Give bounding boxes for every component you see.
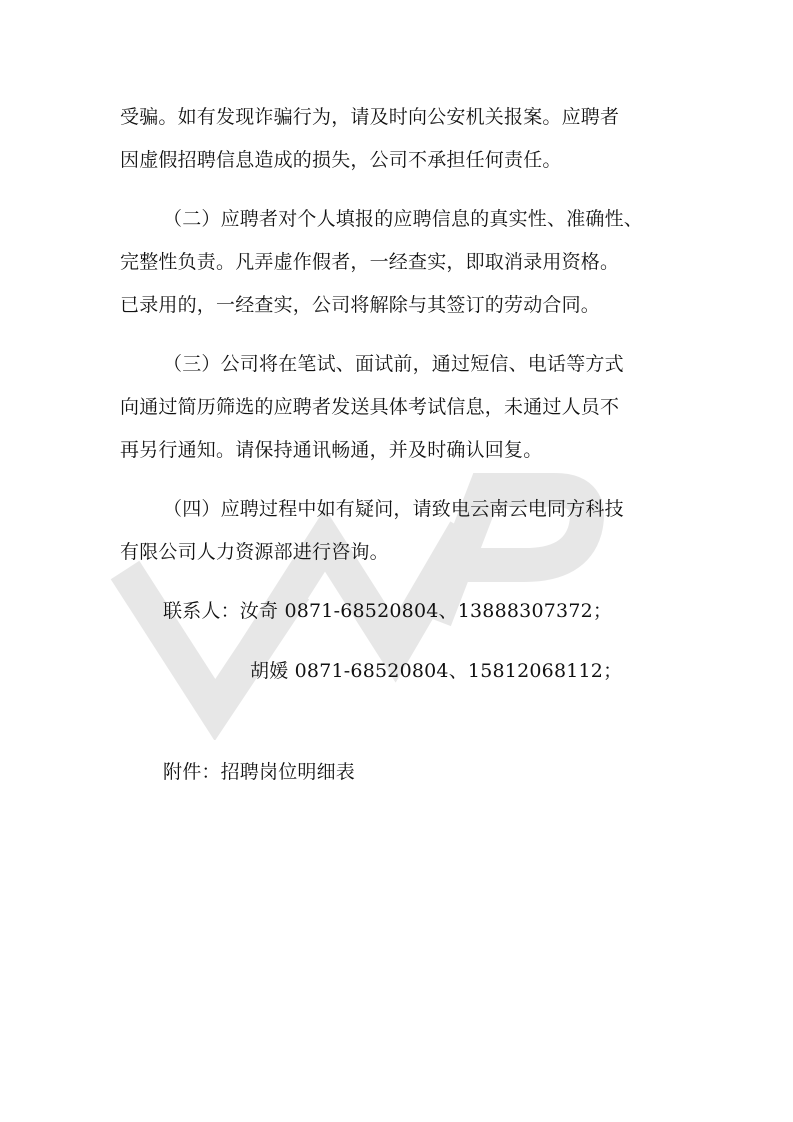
paragraph-3-line-2: 向通过简历筛选的应聘者发送具体考试信息，未通过人员不 bbox=[120, 396, 620, 418]
contact-line-1: 联系人：汝奇 0871-68520804、13888307372； bbox=[163, 600, 613, 622]
paragraph-3-line-3: 再另行通知。请保持通讯畅通，并及时确认回复。 bbox=[120, 439, 543, 461]
wps-watermark-icon bbox=[105, 420, 625, 740]
paragraph-4-line-2: 有限公司人力资源部进行咨询。 bbox=[120, 541, 389, 563]
paragraph-2-line-2: 完整性负责。凡弄虚作假者，一经查实，即取消录用资格。 bbox=[120, 251, 620, 273]
paragraph-3-line-1: （三）公司将在笔试、面试前，通过短信、电话等方式 bbox=[163, 353, 624, 375]
paragraph-2-line-1: （二）应聘者对个人填报的应聘信息的真实性、准确性、 bbox=[163, 208, 644, 230]
paragraph-2-line-3: 已录用的，一经查实，公司将解除与其签订的劳动合同。 bbox=[120, 294, 601, 316]
paragraph-4-line-1: （四）应聘过程中如有疑问，请致电云南云电同方科技 bbox=[163, 498, 624, 520]
contact-line-2: 胡媛 0871-68520804、15812068112； bbox=[250, 660, 623, 682]
paragraph-1-line-1: 受骗。如有发现诈骗行为，请及时向公安机关报案。应聘者 bbox=[120, 106, 620, 128]
paragraph-1-line-2: 因虚假招聘信息造成的损失，公司不承担任何责任。 bbox=[120, 149, 562, 171]
attachment-label: 附件：招聘岗位明细表 bbox=[163, 761, 356, 783]
